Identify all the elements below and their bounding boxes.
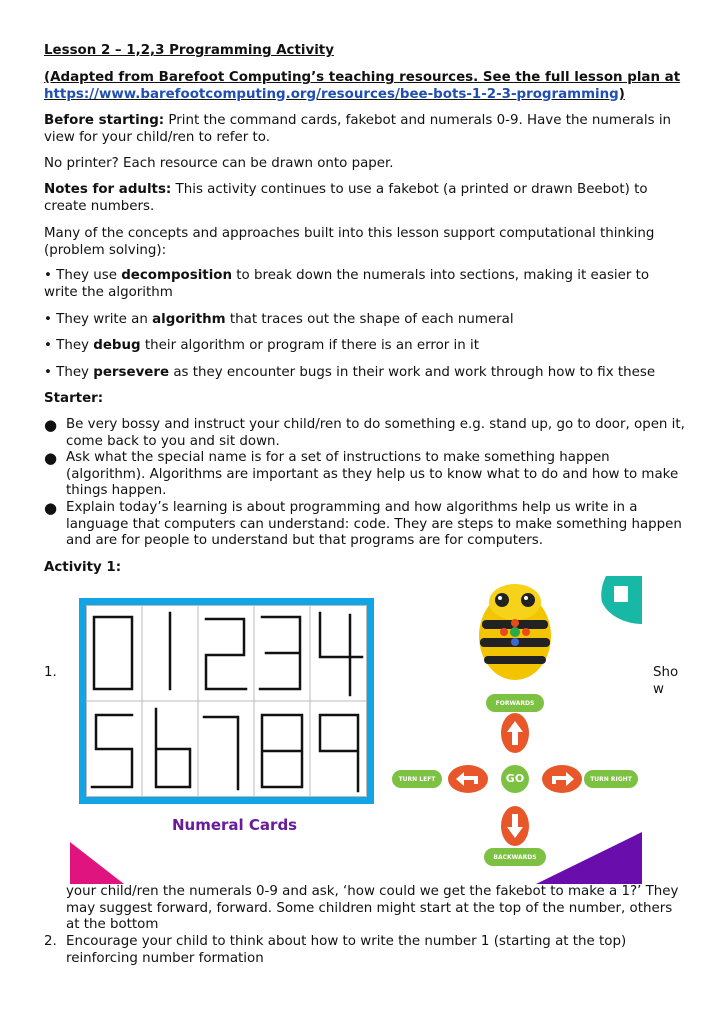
lesson-title: Lesson 2 – 1,2,3 Programming Activity	[44, 43, 334, 58]
digit-6	[156, 709, 190, 787]
lesson-plan-link[interactable]: https://www.barefootcomputing.org/resources/bee-bots-1-2-3-programming	[44, 86, 619, 102]
teal-corner-shape	[598, 576, 642, 624]
starter-heading: Starter:	[44, 391, 104, 406]
activity-heading: Activity 1:	[44, 560, 122, 575]
bullet-text: to break down the numerals into sections, making it easier to write the algorithm	[44, 268, 650, 300]
backwards-label: BACKWARDS	[493, 854, 537, 861]
bullet-text: as they encounter bugs in their work and work through how to fix these	[169, 365, 656, 380]
bullet-debug	[44, 338, 684, 355]
bullet-text: that traces out the shape of each numeral	[225, 312, 514, 327]
bullet-text: • They use	[44, 268, 122, 283]
starter-item-text: Explain today’s learning is about programming and how algorithms help us write in a language that computers can understand: code. They are steps to make something happen and are for people to understand but that programs are for computers.	[66, 500, 682, 548]
digit-3	[260, 617, 300, 689]
bullet-dot: ●	[44, 416, 58, 434]
no-printer-paragraph: No printer? Each resource can be drawn onto paper.	[44, 156, 394, 171]
beebot-icon	[470, 580, 560, 684]
bullet-text: • They write an	[44, 312, 153, 327]
numeral-cards-caption: Numeral Cards	[172, 816, 298, 834]
bullet-text: • They	[44, 338, 94, 353]
bullet-keyword: debug	[93, 338, 141, 353]
notes-text: This activity continues to use a fakebot (a printed or drawn Beebot) to create numbers.	[44, 182, 648, 214]
go-label: GO	[505, 772, 525, 785]
digit-4	[320, 613, 362, 695]
numeral-cards-image	[79, 598, 374, 804]
digit-9	[320, 715, 358, 791]
purple-triangle-shape	[536, 832, 642, 884]
bullet-keyword: algorithm	[152, 312, 226, 327]
bullet-text: their algorithm or program if there is an error in it	[140, 338, 479, 353]
activity-item-1-text: your child/ren the numerals 0-9 and ask, ‘how could we get the fakebot to make a 1?’ They may suggest forward, forward. Some children might start at the top of the number, others at the bottom	[66, 884, 679, 932]
before-starting-paragraph	[44, 113, 684, 146]
adapted-close: )	[618, 86, 625, 102]
bullet-algorithm	[44, 312, 684, 329]
digit-5	[92, 715, 132, 787]
forwards-label: FORWARDS	[495, 700, 535, 707]
numeral-cards-grid	[86, 605, 367, 797]
notes-label: Notes for adults:	[44, 182, 172, 197]
bullet-decomposition	[44, 268, 684, 301]
turn-right-label: TURN RIGHT	[590, 776, 632, 783]
numeral-digits	[86, 605, 367, 797]
activity-item-1-show: Sho w	[653, 665, 679, 697]
adapted-text: (Adapted from Barefoot Computing’s teaching resources. See the full lesson plan at	[44, 70, 681, 85]
bullet-keyword: decomposition	[121, 268, 233, 283]
digit-0	[94, 617, 132, 689]
notes-paragraph	[44, 182, 684, 215]
bullet-dot: ●	[44, 499, 58, 517]
digit-8	[262, 715, 302, 787]
activity-item-1-number: 1.	[44, 665, 57, 680]
before-starting-text: Print the command cards, fakebot and numerals 0-9. Have the numerals in view for your child/ren to refer to.	[44, 113, 672, 145]
starter-item-text: Ask what the special name is for a set of instructions to make something happen (algorithm). Algorithms are important as they help us to know what to do and how to make things happen.	[66, 450, 679, 498]
concepts-paragraph: Many of the concepts and approaches built into this lesson support computational thinking (problem solving):	[44, 226, 655, 258]
adapted-note	[44, 70, 684, 103]
digit-2	[206, 619, 246, 689]
before-starting-label: Before starting:	[44, 113, 165, 128]
bullet-text: • They	[44, 365, 94, 380]
bullet-dot: ●	[44, 449, 58, 467]
turn-left-label: TURN LEFT	[398, 776, 436, 783]
starter-item-text: Be very bossy and instruct your child/ren to do something e.g. stand up, go to door, open it, come back to you and sit down.	[66, 417, 685, 449]
magenta-triangle-shape	[70, 842, 124, 884]
activity-item-2-number: 2.	[44, 934, 57, 949]
digit-7	[204, 717, 238, 789]
activity-item-2-text: Encourage your child to think about how to write the number 1 (starting at the top) reinforcing number formation	[66, 934, 627, 966]
bullet-persevere	[44, 365, 684, 382]
bullet-keyword: persevere	[93, 365, 170, 380]
